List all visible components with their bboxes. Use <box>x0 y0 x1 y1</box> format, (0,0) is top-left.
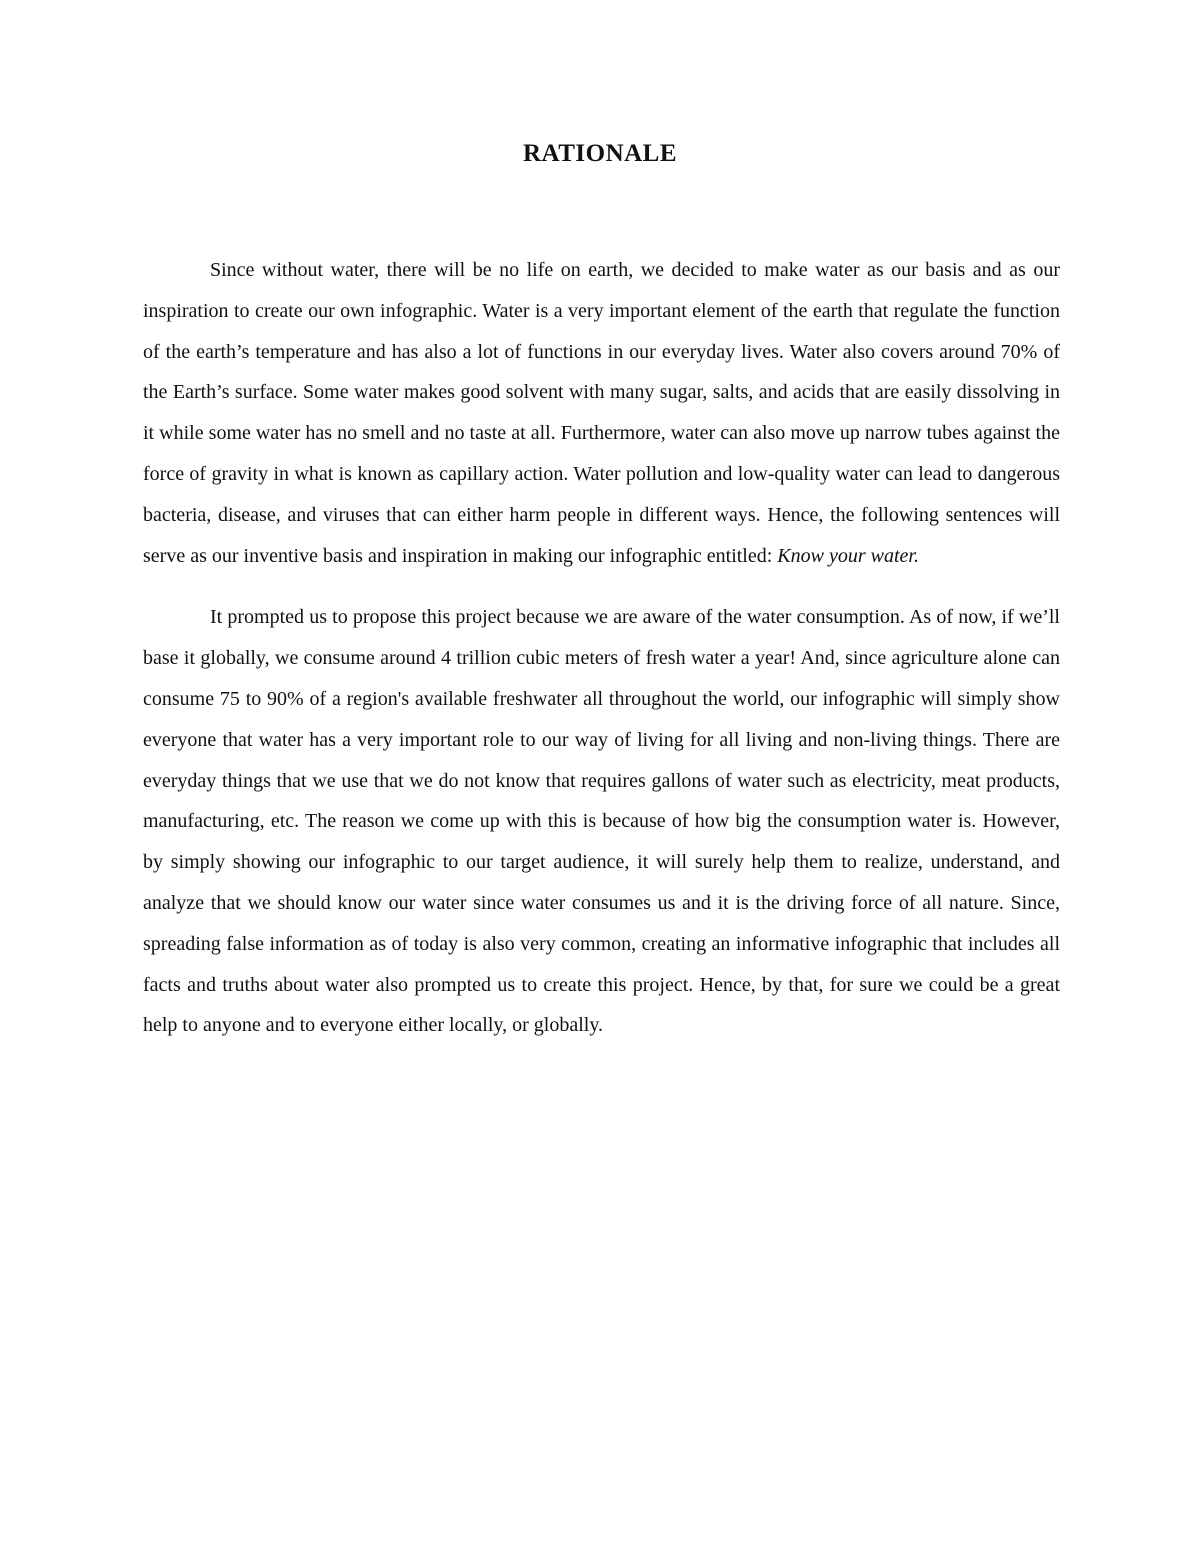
paragraph-1-text: Since without water, there will be no life on earth, we decided to make water as our basis and as our inspiration to create our own infographic. Water is a very important element of the earth that regulate the function of the earth’s temperature and has also a lot of functions in our everyday lives. Water also covers around 70% of the Earth’s surface. Some water makes good solvent with many sugar, salts, and acids that are easily dissolving in it while some water has no smell and no taste at all. Furthermore, water can also move up narrow tubes against the force of gravity in what is known as capillary action. Water pollution and low-quality water can lead to dangerous bacteria, disease, and viruses that can either harm people in different ways. Hence, the following sentences will serve as our inventive basis and inspiration in making our infographic entitled: <box>143 259 1060 567</box>
paragraph-1 <box>143 250 1060 576</box>
document-body <box>143 250 1060 1046</box>
paragraph-2-text: It prompted us to propose this project because we are aware of the water consumption. As of now, if we’ll base it globally, we consume around 4 trillion cubic meters of fresh water a year! And, since agriculture alone can consume 75 to 90% of a region's available freshwater all throughout the world, our infographic will simply show everyone that water has a very important role to our way of living for all living and non-living things. There are everyday things that we use that we do not know that requires gallons of water such as electricity, meat products, manufacturing, etc. The reason we come up with this is because of how big the consumption water is. However, by simply showing our infographic to our target audience, it will surely help them to realize, understand, and analyze that we should know our water since water consumes us and it is the driving force of all nature. Since, spreading false information as of today is also very common, creating an informative infographic that includes all facts and truths about water also prompted us to create this project. Hence, by that, for sure we could be a great help to anyone and to everyone either locally, or globally. <box>143 606 1060 1037</box>
page-title: RATIONALE <box>522 140 678 167</box>
paragraph-2 <box>143 597 1060 1046</box>
infographic-title: Know your water. <box>777 544 919 567</box>
